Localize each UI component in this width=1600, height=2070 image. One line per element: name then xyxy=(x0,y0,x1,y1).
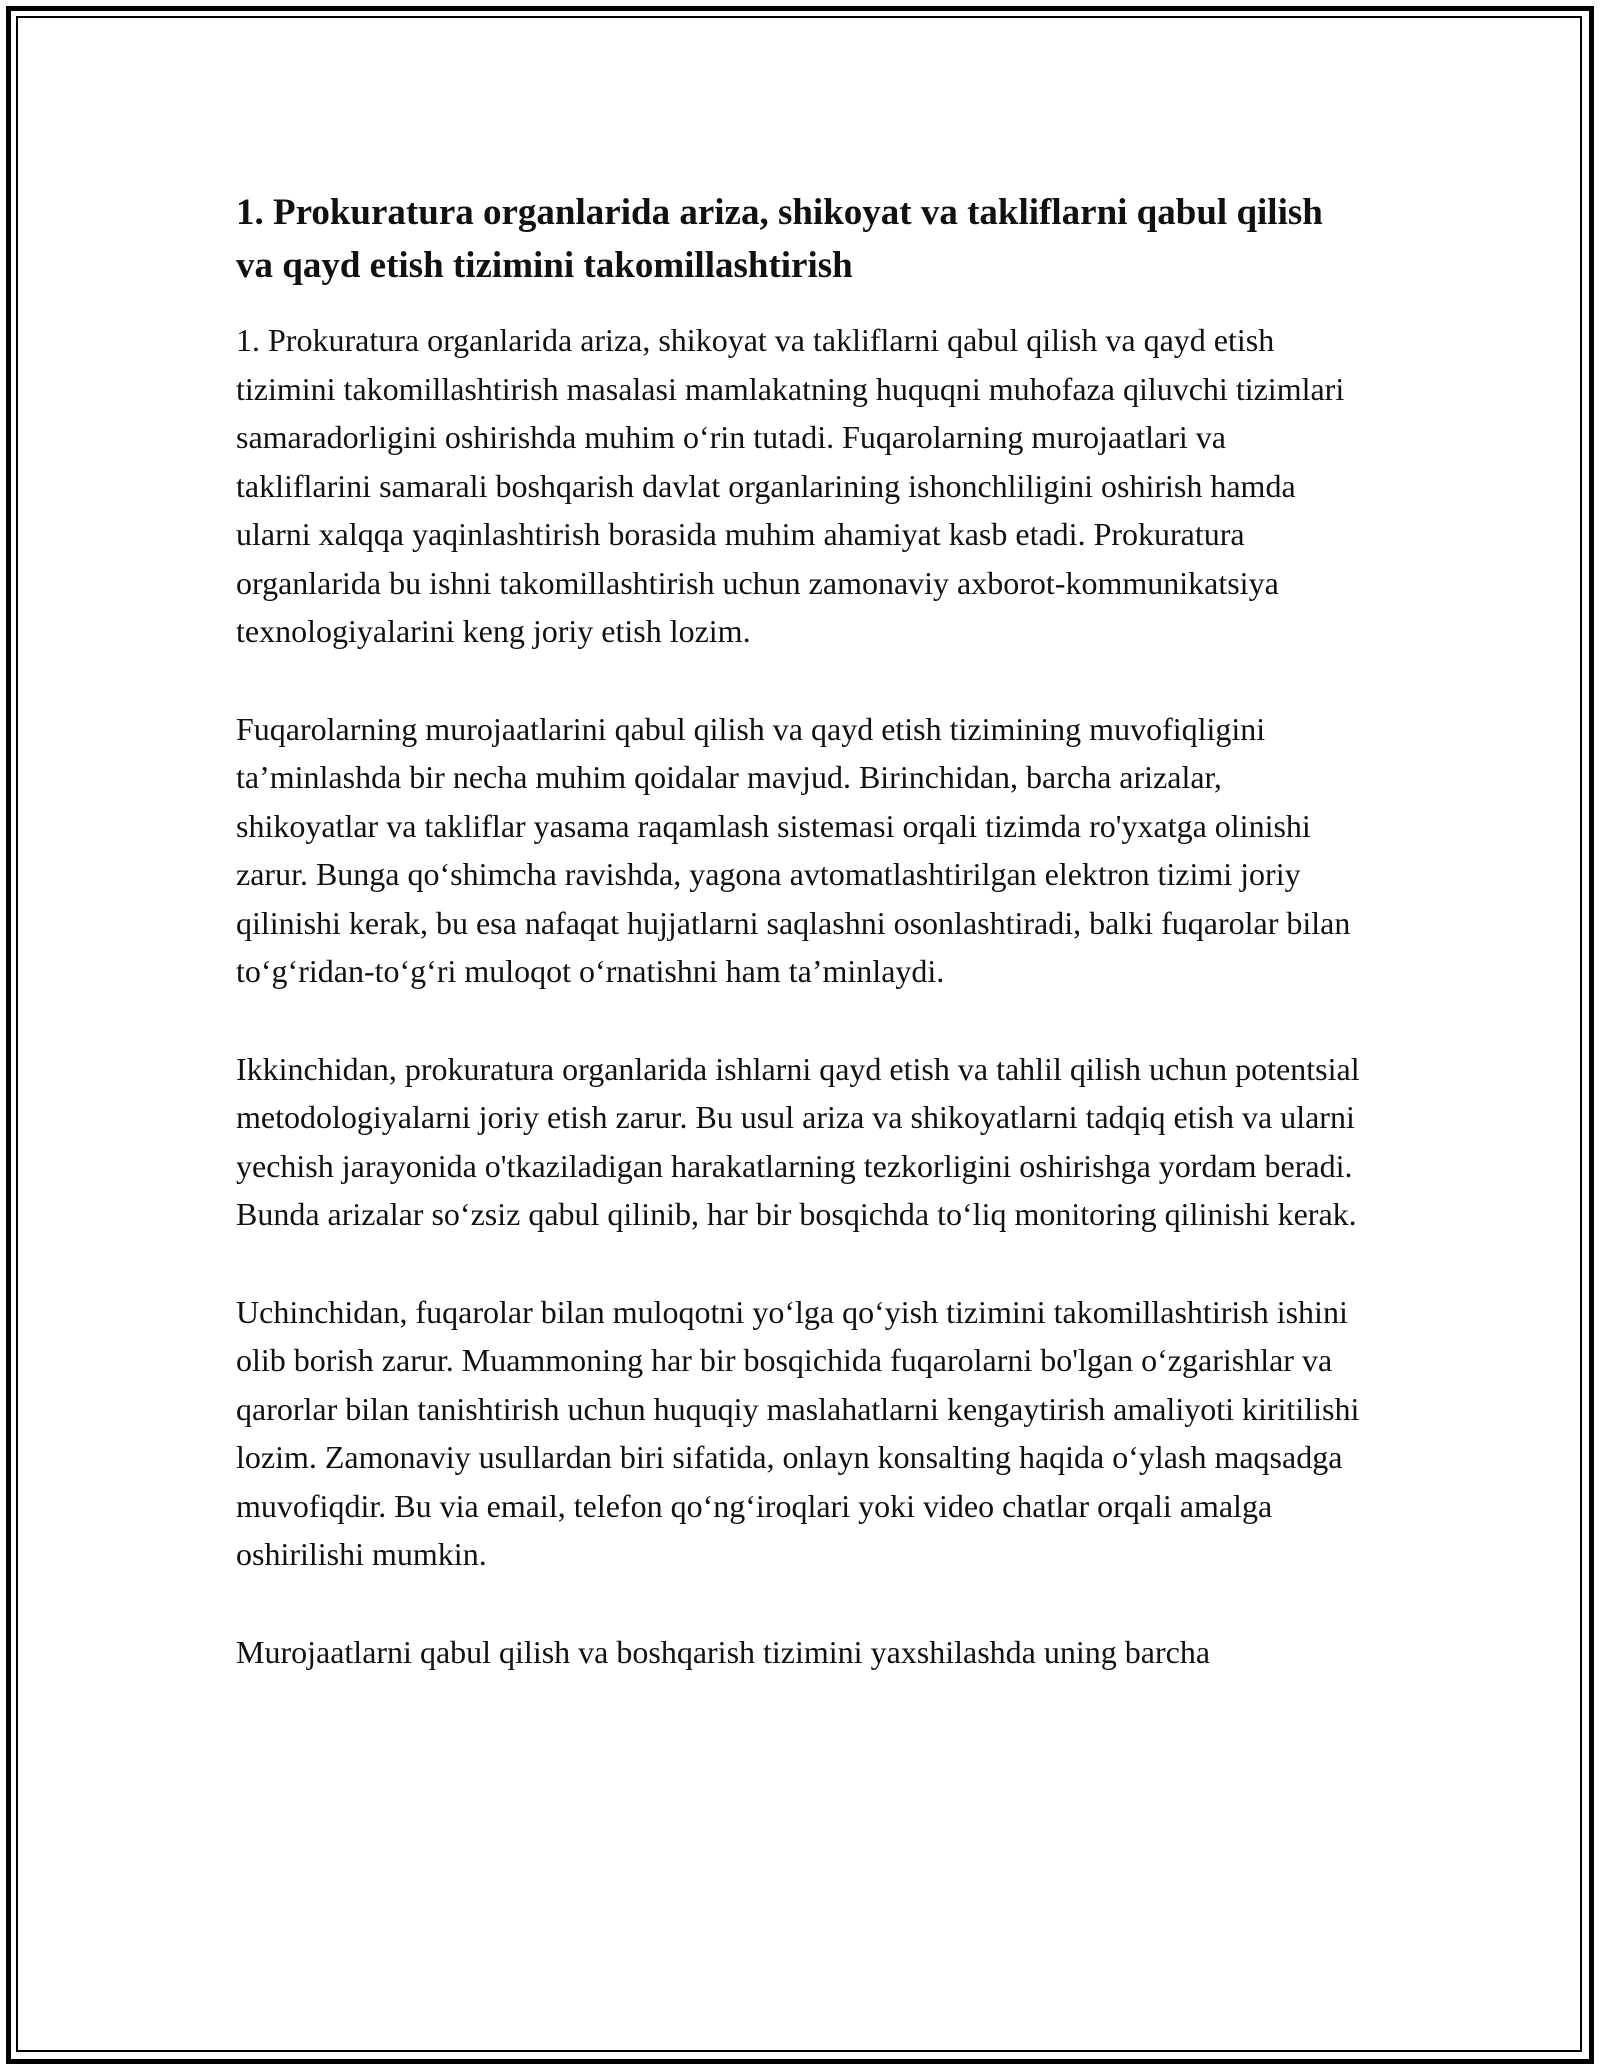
paragraph-2: Fuqarolarning murojaatlarini qabul qilish va qayd etish tizimining muvofiqligini ta’minlashda bir necha muhim qoidalar mavjud. Birinchidan, barcha arizalar, shikoyatlar va takliflar yasama raqamlash sistemasi orqali tizimda ro'yxatga olinishi zarur. Bunga qo‘shimcha ravishda, yagona avtomatlashtirilgan elektron tizimi joriy qilinishi kerak, bu esa nafaqat hujjatlarni saqlashni osonlashtiradi, balki fuqarolar bilan to‘g‘ridan-to‘g‘ri muloqot o‘rnatishni ham ta’minlaydi. xyxy=(236,710,1351,989)
document-page xyxy=(236,186,1366,1725)
paragraph-4: Uchinchidan, fuqarolar bilan muloqotni yo‘lga qo‘yish tizimini takomillashtirish ishini olib borish zarur. Muammoning har bir bosqichida fuqarolarni bo'lgan o‘zgarishlar va qarorlar bilan tanishtirish uchun huquqiy maslahatlarni kengaytirish amaliyoti kiritilishi lozim. Zamonaviy usullardan biri sifatida, onlayn konsalting haqida o‘ylash maqsadga muvofiqdir. Bu via email, telefon qo‘ng‘iroqlari yoki video chatlar orqali amalga oshirilishi mumkin. xyxy=(236,1293,1360,1572)
page-title: 1. Prokuratura organlarida ariza, shikoyat va takliflarni qabul qilish va qayd etish tizimini takomillashtirish xyxy=(236,192,1323,286)
paragraph-5: Murojaatlarni qabul qilish va boshqarish tizimini yaxshilashda uning barcha xyxy=(236,1633,1211,1670)
paragraph-1: 1. Prokuratura organlarida ariza, shikoyat va takliflarni qabul qilish va qayd etish tizimini takomillashtirish masalasi mamlakatning huquqni muhofaza qiluvchi tizimlari samaradorligini oshirishda muhim o‘rin tutadi. Fuqarolarning murojaatlari va takliflarini samarali boshqarish davlat organlarining ishonchliligini oshirish hamda ularni xalqqa yaqinlashtirish borasida muhim ahamiyat kasb etadi. Prokuratura organlarida bu ishni takomillashtirish uchun zamonaviy axborot-kommunikatsiya texnologiyalarini keng joriy etish lozim. xyxy=(236,322,1345,649)
paragraph-3: Ikkinchidan, prokuratura organlarida ishlarni qayd etish va tahlil qilish uchun potentsial metodologiyalarni joriy etish zarur. Bu usul ariza va shikoyatlarni tadqiq etish va ularni yechish jarayonida o'tkaziladigan harakatlarning tezkorligini oshirishga yordam beradi. Bunda arizalar so‘zsiz qabul qilinib, har bir bosqichda to‘liq monitoring qilinishi kerak. xyxy=(236,1050,1360,1232)
